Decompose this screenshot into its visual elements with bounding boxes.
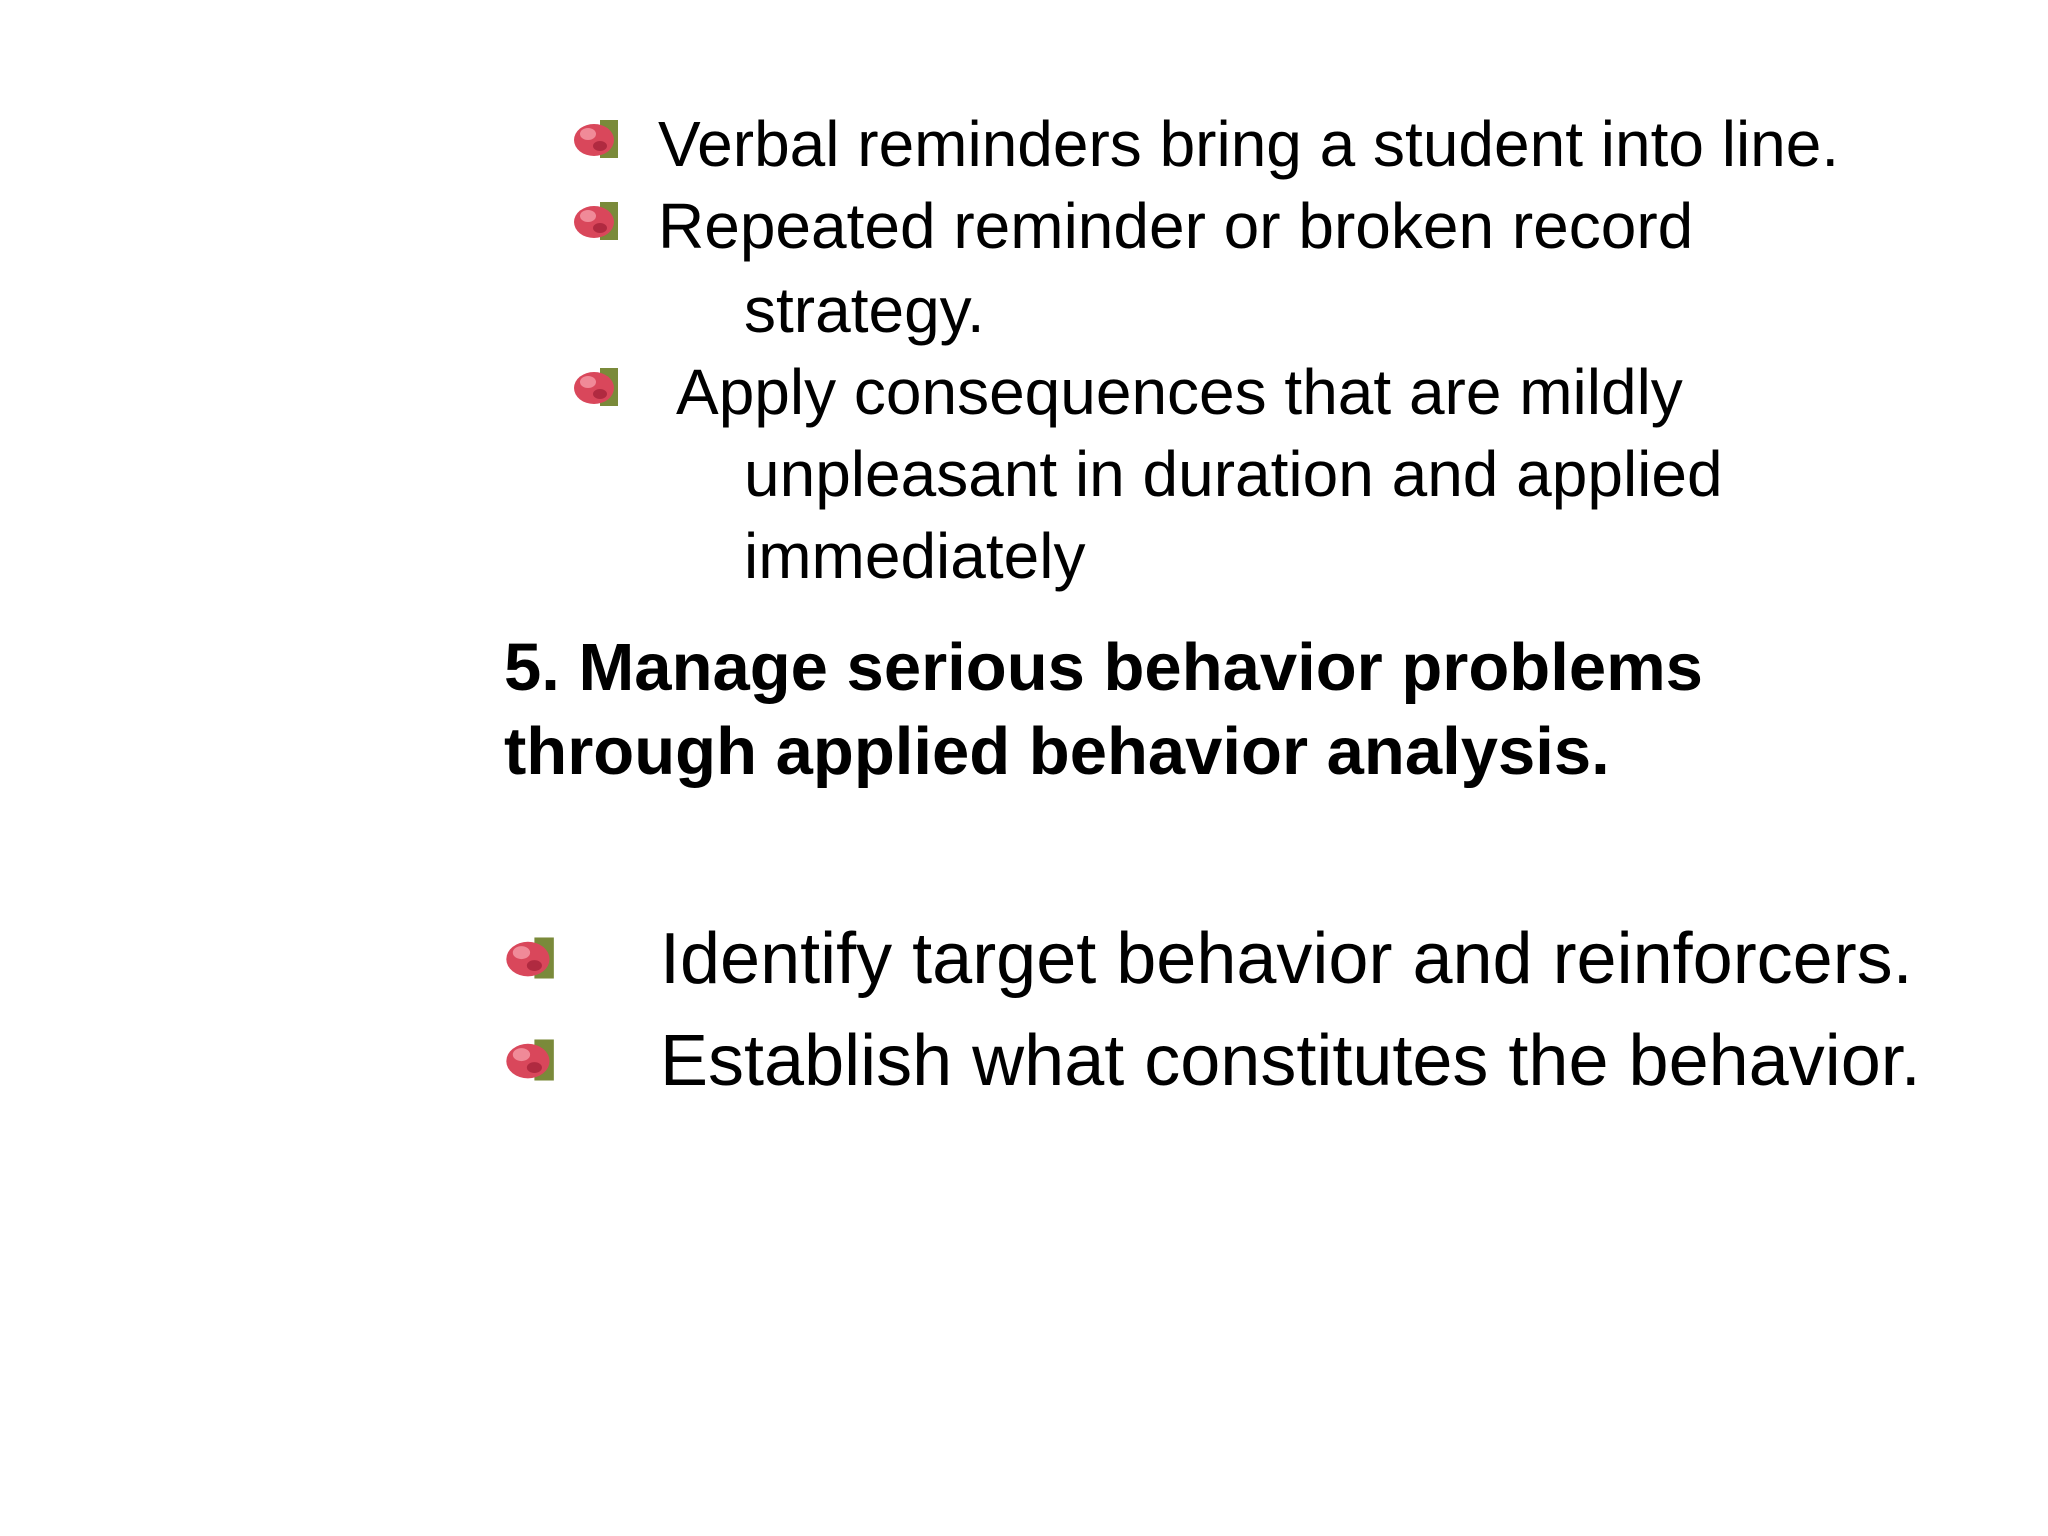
section-heading-line-2: through applied behavior analysis. <box>504 714 1610 789</box>
flower-bullet-icon <box>570 118 620 160</box>
bottom-list-item-1: Identify target behavior and reinforcers. <box>660 919 1913 999</box>
section-heading <box>504 626 2004 794</box>
top-list-item-3-line-2: unpleasant in duration and applied <box>744 438 1723 510</box>
flower-bullet-icon <box>570 366 620 408</box>
section-heading-line-1: 5. Manage serious behavior problems <box>504 630 1703 705</box>
top-list-item-3-line-1: Apply consequences that are mildly <box>676 356 1683 428</box>
flower-bullet-icon <box>570 200 620 242</box>
flower-bullet-icon <box>502 934 556 982</box>
top-list-item-3-line-3: immediately <box>744 520 1086 592</box>
top-list-item-2-line-1: Repeated reminder or broken record <box>658 190 1694 262</box>
top-list-item-1: Verbal reminders bring a student into line. <box>658 108 1840 180</box>
bottom-list-item-2: Establish what constitutes the behavior. <box>660 1021 1921 1101</box>
flower-bullet-icon <box>502 1036 556 1084</box>
top-list-item-2-line-2: strategy. <box>744 274 985 346</box>
